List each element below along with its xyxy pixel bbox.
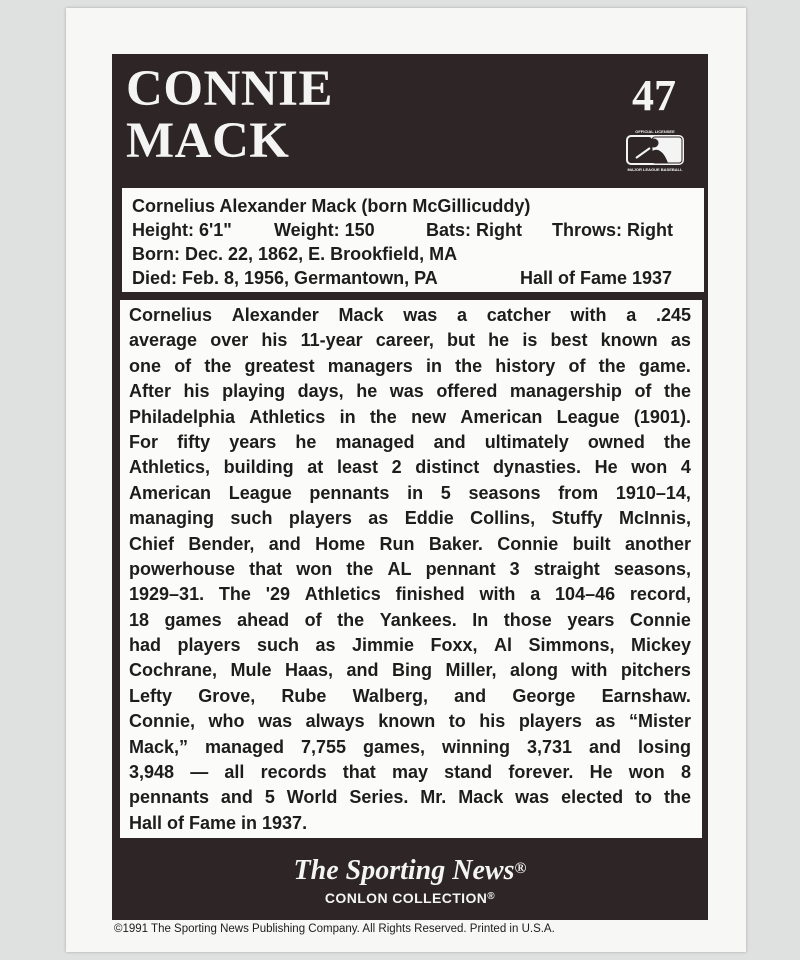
brand-registered-mark: ®: [514, 860, 527, 877]
bats-stat: Bats: Right: [426, 220, 522, 240]
player-name: [126, 61, 334, 170]
stats-line-died: [132, 266, 704, 290]
player-first-name: CONNIE: [126, 61, 334, 117]
bio-line: one of the greatest managers in the history of the game.: [129, 355, 691, 376]
bio-line: Hall of Fame in 1937.: [129, 812, 308, 833]
player-stats-box: [122, 188, 704, 292]
bio-line: Cochrane, Mule Haas, and Bing Miller, along with pitchers: [129, 660, 691, 681]
weight-stat: Weight: 150: [274, 220, 375, 240]
stats-line-measurements: [132, 218, 704, 242]
bio-line: pennants and 5 World Series. Mr. Mack was elected to the: [129, 787, 691, 808]
bio-line: Philadelphia Athletics in the new American League (1901).: [129, 406, 691, 427]
mlb-logo-icon: [620, 128, 690, 172]
bio-line: Chief Bender, and Home Run Baker. Connie built another: [129, 533, 691, 554]
bio-line: 1929–31. The '29 Athletics finished with a 104–46 record,: [129, 584, 691, 605]
hall-of-fame-stat: Hall of Fame 1937: [520, 268, 673, 288]
bio-line: Lefty Grove, Rube Walberg, and George Earnshaw.: [129, 685, 691, 706]
bio-line: powerhouse that won the AL pennant 3 straight seasons,: [129, 558, 691, 579]
bio-line: average over his 11-year career, but he is best known as: [129, 330, 691, 351]
stats-line-fullname: [132, 194, 704, 218]
collection-registered-mark: ®: [487, 891, 496, 902]
height-stat: Height: 6'1": [132, 220, 232, 240]
biography-box: [120, 300, 702, 838]
bio-line: Athletics, building at least 2 distinct dynasties. He won 4: [129, 457, 691, 478]
card-number: 47: [632, 71, 676, 120]
logo-bottom-text: MAJOR LEAGUE BASEBALL: [627, 167, 683, 172]
collection-label: [112, 888, 708, 907]
bio-line: American League pennants in 5 seasons from 1910–14,: [129, 482, 691, 503]
bio-line: Mack,” managed 7,755 games, winning 3,731 and losing: [129, 736, 691, 757]
bio-line: Cornelius Alexander Mack was a catcher with a .245: [129, 305, 691, 325]
born-stat: Born: Dec. 22, 1862, E. Brookfield, MA: [132, 244, 458, 264]
logo-top-text: OFFICIAL LICENSEE: [635, 129, 675, 134]
bio-line: managing such players as Eddie Collins, Stuffy McInnis,: [129, 508, 691, 529]
bio-line: had players such as Jimmie Foxx, Al Simmons, Mickey: [129, 635, 691, 656]
sporting-news-logo: [112, 852, 708, 888]
bio-line: For fifty years he managed and ultimately owned the: [129, 431, 691, 452]
bio-line: After his playing days, he was offered managership of the: [129, 381, 691, 402]
brand-text: The Sporting News: [293, 855, 515, 886]
full-name: Cornelius Alexander Mack (born McGillicuddy): [132, 196, 531, 216]
copyright-notice: ©1991 The Sporting News Publishing Company. All Rights Reserved. Printed in U.S.A.: [114, 923, 555, 935]
bio-line: 3,948 — all records that may stand forever. He won 8: [129, 762, 691, 783]
throws-stat: Throws: Right: [552, 220, 673, 240]
died-stat: Died: Feb. 8, 1956, Germantown, PA: [132, 268, 438, 288]
stats-line-born: [132, 242, 704, 266]
collection-text: CONLON COLLECTION: [324, 890, 488, 906]
player-last-name: MACK: [126, 113, 290, 169]
bio-line: 18 games ahead of the Yankees. In those years Connie: [129, 609, 691, 630]
bio-line: Connie, who was always known to his players as “Mister: [129, 711, 691, 732]
